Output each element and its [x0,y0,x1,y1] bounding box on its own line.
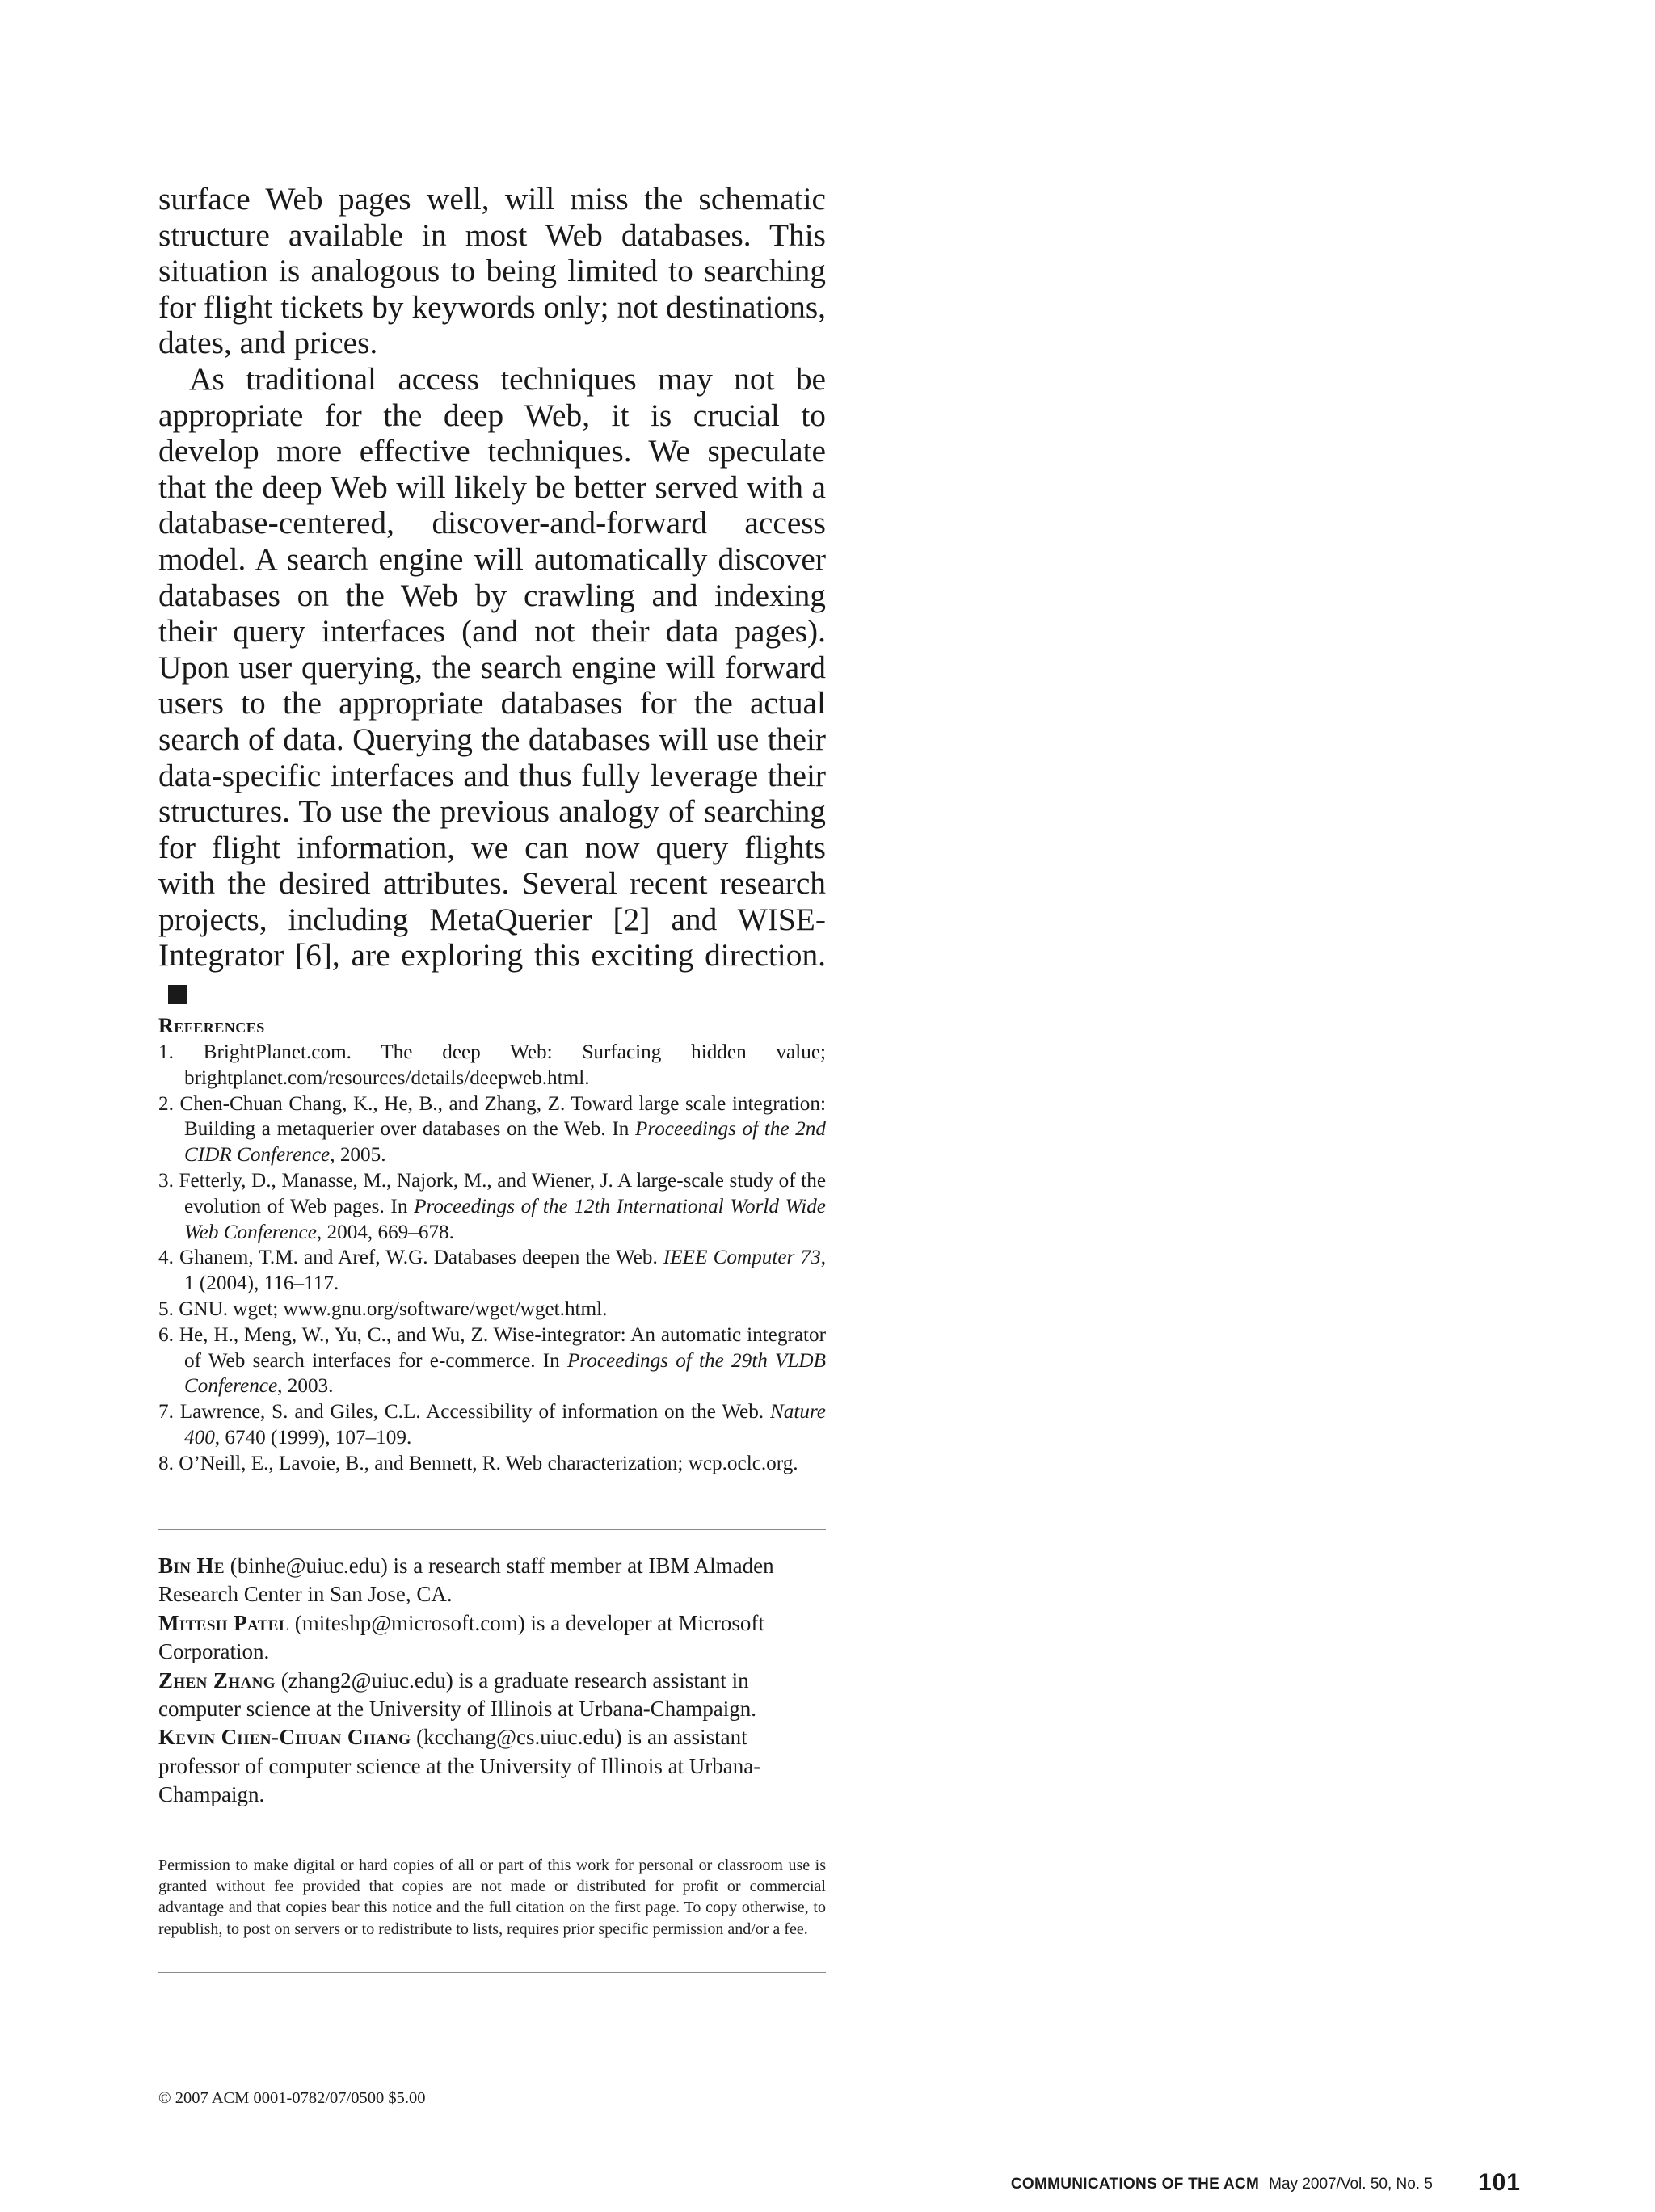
reference-4-details: , 1 (2004), 116–117. [184,1247,826,1295]
references-heading: References [158,1014,265,1037]
body-paragraph-2 [158,361,826,1010]
reference-item-6 [158,1323,826,1399]
reference-item-8 [158,1451,826,1477]
reference-7-details: , 6740 (1999), 107–109. [214,1426,412,1449]
author-bio-3 [158,1667,826,1724]
body-paragraph-1: surface Web pages well, will miss the schematic structure available in most Web databases. This situation is analogous to being limited to searching for flight tickets by keywords only; not destinations, dates, and prices. [158,181,826,361]
reference-7-venue: Nature 400 [184,1401,826,1449]
article-body [158,181,826,1010]
reference-2-venue: Proceedings of the 2nd CIDR Conference [184,1118,826,1167]
author-bio-text-3: (zhang2@uiuc.edu) is a graduate research assistant in computer science at the University of Illinois at Urbana-Champaign. [158,1667,757,1722]
author-bios [158,1552,826,1810]
references-divider [158,1529,826,1530]
reference-2-text: 2. Chen-Chuan Chang, K., He, B., and Zhang, Z. Toward large scale integration: Building a metaquerier over databases on the Web. In [158,1092,826,1141]
author-name-4: Kevin Chen-Chuan Chang [158,1725,411,1750]
author-bio-text-1: (binhe@uiuc.edu) is a research staff member at IBM Almaden Research Center in San Jose, CA. [158,1554,774,1607]
author-bio-text-4: (kcchang@cs.uiuc.edu) is an assistant professor of computer science at the University of Illinois at Urbana-Champaign. [158,1725,761,1807]
reference-3-venue: Proceedings of the 12th International World Wide Web Conference [184,1195,826,1243]
reference-item-5 [158,1297,826,1323]
references-section [158,1013,826,1477]
reference-6-venue: Proceedings of the 29th VLDB Conference [184,1349,827,1398]
reference-2-details: , 2005. [330,1144,386,1167]
author-bio-1 [158,1552,826,1609]
reference-item-1 [158,1040,826,1091]
reference-4-text: 4. Ghanem, T.M. and Aref, W.G. Databases deepen the Web. [158,1247,663,1269]
reference-item-4 [158,1245,826,1297]
page-footer [1010,2169,1521,2196]
reference-3-text: 3. Fetterly, D., Manasse, M., Najork, M., and Wiener, J. A large-scale study of the evolution of Web pages. In [158,1169,826,1217]
author-name-1: Bin He [158,1554,225,1578]
reference-5-text: 5. GNU. wget; www.gnu.org/software/wget/wget.html. [158,1297,608,1320]
reference-4-venue: IEEE Computer 73 [663,1247,821,1269]
author-bio-text-2: (miteshp@microsoft.com) is a developer at Microsoft Corporation. [158,1610,764,1664]
reference-6-details: , 2003. [277,1375,334,1398]
article-end-mark-icon: C [168,985,187,1004]
reference-item-2 [158,1091,826,1168]
permission-notice: Permission to make digital or hard copies of all or part of this work for personal or classroom use is granted without fee provided that copies are not made or distributed for profit or commercial advantage and that copies bear this notice and the full citation on the first page. To copy otherwise, to republish, to post on servers or to redistribute to lists, requires prior specific permission and/or a fee. [158,1857,826,1938]
journal-issue: May 2007/Vol. 50, No. 5 [1269,2176,1433,2193]
author-name-2: Mitesh Patel [158,1610,289,1635]
body-paragraph-2-text: As traditional access techniques may not be appropriate for the deep Web, it is crucial to develop more effective techniques. We speculate that the deep Web will likely be better served with a database-centered, discover-and-forward access model. A search engine will automatically discover databases on the Web by crawling and indexing their query interfaces (and not their data pages). Upon user querying, the search engine will forward users to the appropriate databases for the actual search of data. Querying the databases will use their data-specific interfaces and thus fully leverage their structures. To use the previous analogy of searching for flight information, we can now query flights with the desired attributes. Several recent research projects, including MetaQuerier [2] and WISE-Integrator [6], are exploring this exciting direction. [158,360,826,974]
reference-7-text: 7. Lawrence, S. and Giles, C.L. Accessibility of information on the Web. [158,1401,770,1424]
author-bio-2 [158,1609,826,1667]
author-bio-4 [158,1723,826,1809]
reference-item-3 [158,1168,826,1245]
reference-6-text: 6. He, H., Meng, W., Yu, C., and Wu, Z. Wise-integrator: An automatic integrator of Web search interfaces for e-commerce. In [158,1323,826,1372]
reference-3-details: , 2004, 669–678. [316,1221,454,1243]
page-number: 101 [1477,2169,1521,2196]
references-list [158,1040,826,1477]
author-name-3: Zhen Zhang [158,1667,276,1693]
copyright-line: © 2007 ACM 0001-0782/07/0500 $5.00 [158,2089,426,2107]
journal-name: COMMUNICATIONS OF THE ACM [1010,2176,1260,2193]
permission-divider [158,1972,826,1973]
reference-1-text: 1. BrightPlanet.com. The deep Web: Surfacing hidden value; brightplanet.com/resources/details/deepweb.html. [158,1041,826,1089]
reference-8-text: 8. O’Neill, E., Lavoie, B., and Bennett, R. Web characterization; wcp.oclc.org. [158,1452,798,1474]
reference-item-7 [158,1399,826,1451]
